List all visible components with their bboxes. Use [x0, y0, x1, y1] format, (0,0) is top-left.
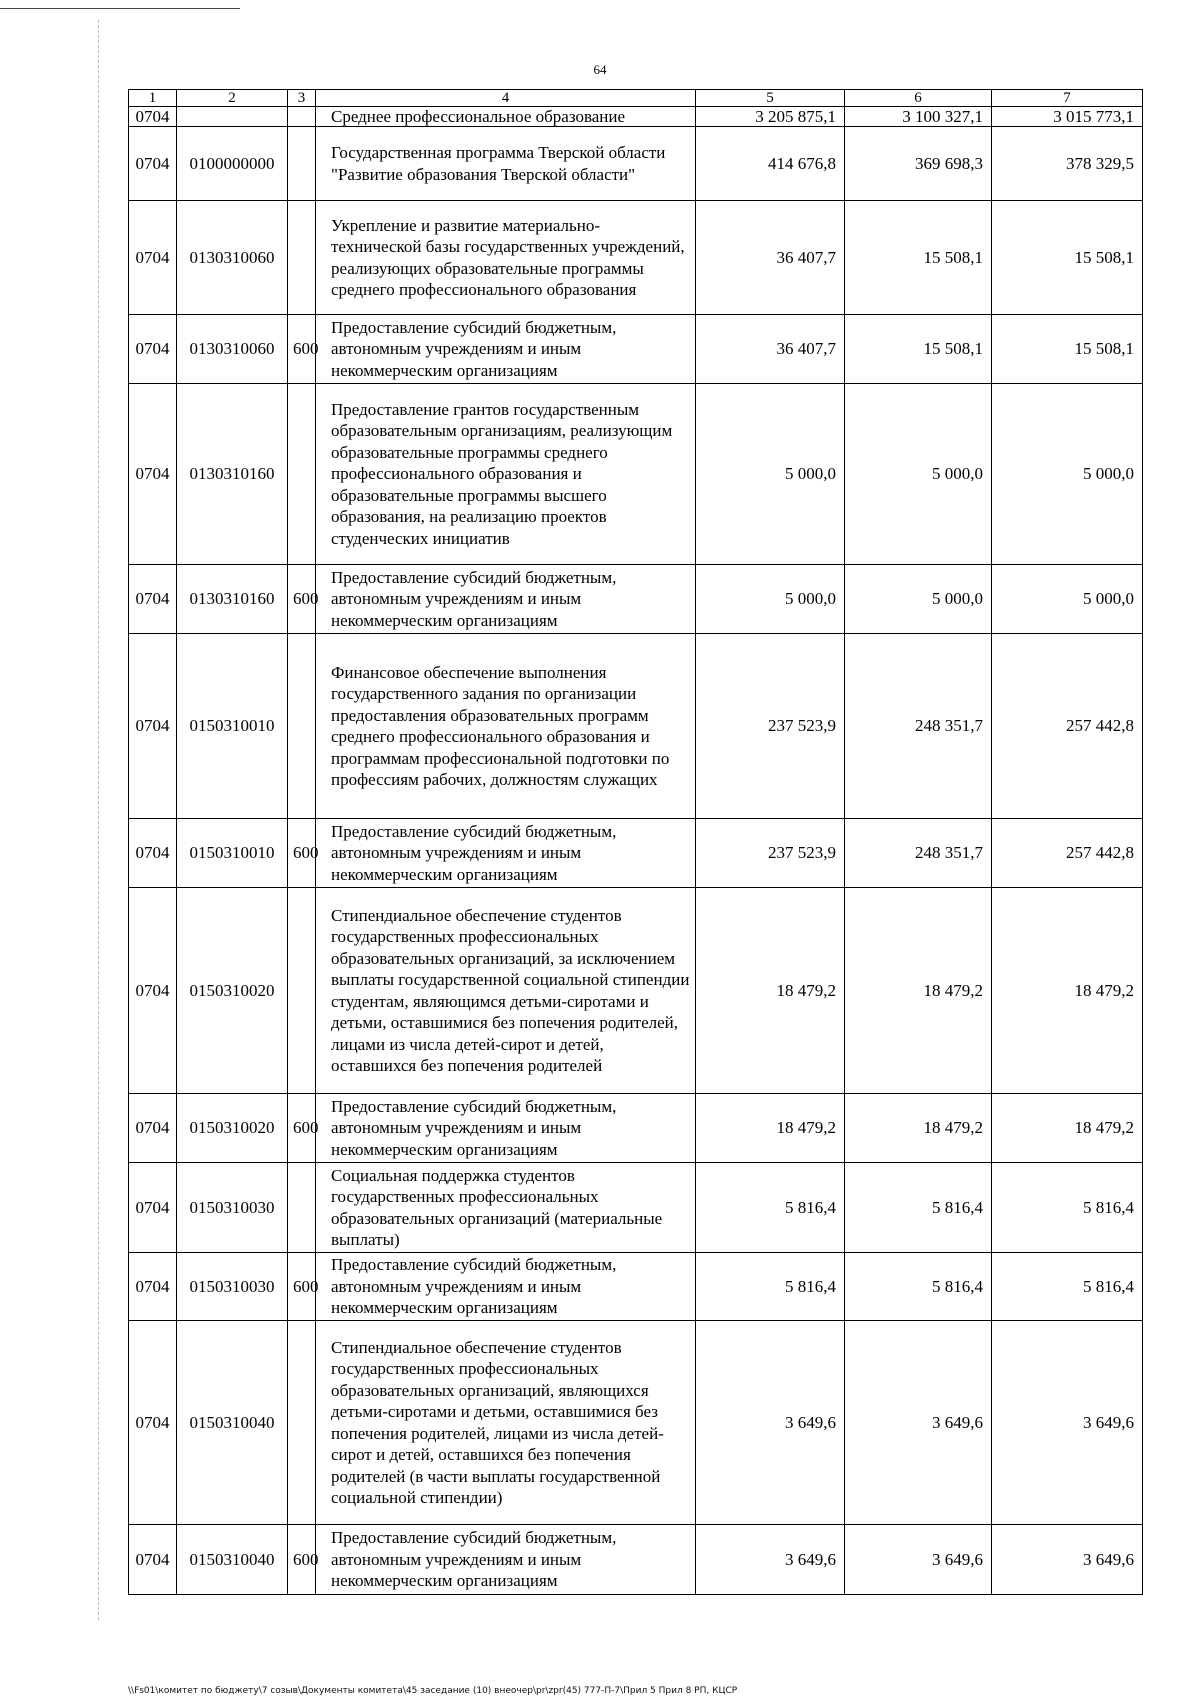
amount-year3-cell: 257 442,8 — [992, 634, 1143, 819]
target-article-cell: 0150310030 — [177, 1163, 288, 1253]
amount-year1-cell: 237 523,9 — [696, 634, 845, 819]
amount-year1-cell: 5 816,4 — [696, 1163, 845, 1253]
amount-year3-cell: 378 329,5 — [992, 127, 1143, 201]
table-row — [129, 565, 1143, 634]
amount-year2-cell: 3 649,6 — [845, 1321, 992, 1525]
amount-year1-cell: 237 523,9 — [696, 819, 845, 888]
item-name-cell: Предоставление субсидий бюджетным, автономным учреждениям и иным некоммерческим организациям — [316, 1525, 696, 1595]
table-row — [129, 888, 1143, 1094]
section-code-cell: 0704 — [129, 1525, 177, 1595]
header-cell: 7 — [992, 90, 1143, 107]
target-article-cell: 0150310010 — [177, 819, 288, 888]
item-name-cell: Предоставление субсидий бюджетным, автономным учреждениям и иным некоммерческим организациям — [316, 819, 696, 888]
table-row — [129, 1525, 1143, 1595]
target-article-cell: 0150310040 — [177, 1525, 288, 1595]
table-row — [129, 1163, 1143, 1253]
amount-year1-cell: 3 649,6 — [696, 1525, 845, 1595]
amount-year3-cell: 257 442,8 — [992, 819, 1143, 888]
amount-year1-cell: 36 407,7 — [696, 201, 845, 315]
target-article-cell: 0150310030 — [177, 1253, 288, 1321]
expense-type-cell: 600 — [288, 1525, 316, 1595]
amount-year3-cell: 18 479,2 — [992, 1094, 1143, 1163]
header-cell: 2 — [177, 90, 288, 107]
table-row — [129, 1094, 1143, 1163]
item-name-cell: Предоставление грантов государственным образовательным организациям, реализующим образовательные программы среднего профессионального образования и образовательные программы высшего образования, на реализацию проектов студенческих инициатив — [316, 384, 696, 565]
section-code-cell: 0704 — [129, 1094, 177, 1163]
amount-year2-cell: 18 479,2 — [845, 1094, 992, 1163]
expense-type-cell — [288, 384, 316, 565]
amount-year2-cell: 15 508,1 — [845, 315, 992, 384]
amount-year3-cell: 5 816,4 — [992, 1253, 1143, 1321]
header-cell: 6 — [845, 90, 992, 107]
item-name-cell: Укрепление и развитие материально-технической базы государственных учреждений, реализующих образовательные программы среднего профессионального образования — [316, 201, 696, 315]
amount-year2-cell: 5 000,0 — [845, 565, 992, 634]
amount-year2-cell: 5 816,4 — [845, 1163, 992, 1253]
table-body — [129, 107, 1143, 1595]
header-cell: 1 — [129, 90, 177, 107]
table-row — [129, 1253, 1143, 1321]
section-code-cell: 0704 — [129, 107, 177, 127]
item-name-cell: Социальная поддержка студентов государственных профессиональных образовательных организаций (материальные выплаты) — [316, 1163, 696, 1253]
section-code-cell: 0704 — [129, 1253, 177, 1321]
table-row — [129, 107, 1143, 127]
file-path-footer: \\Fs01\комитет по бюджету\7 созыв\Документы комитета\45 заседание (10) внеочер\pr\zpr(45) 777-П-7\Прил 5 Прил 8 РП, КЦСР — [128, 1686, 738, 1696]
table-row — [129, 634, 1143, 819]
amount-year1-cell: 414 676,8 — [696, 127, 845, 201]
expense-type-cell — [288, 1163, 316, 1253]
item-name-cell: Государственная программа Тверской области "Развитие образования Тверской области" — [316, 127, 696, 201]
page-number: 64 — [593, 62, 607, 77]
amount-year3-cell: 15 508,1 — [992, 315, 1143, 384]
amount-year3-cell: 18 479,2 — [992, 888, 1143, 1094]
table-row — [129, 315, 1143, 384]
target-article-cell: 0130310060 — [177, 201, 288, 315]
amount-year3-cell: 3 649,6 — [992, 1525, 1143, 1595]
target-article-cell: 0150310040 — [177, 1321, 288, 1525]
amount-year1-cell: 18 479,2 — [696, 1094, 845, 1163]
amount-year3-cell: 3 649,6 — [992, 1321, 1143, 1525]
amount-year2-cell: 5 000,0 — [845, 384, 992, 565]
item-name-cell: Предоставление субсидий бюджетным, автономным учреждениям и иным некоммерческим организациям — [316, 1094, 696, 1163]
target-article-cell: 0130310060 — [177, 315, 288, 384]
table-row — [129, 201, 1143, 315]
section-code-cell: 0704 — [129, 201, 177, 315]
amount-year2-cell: 18 479,2 — [845, 888, 992, 1094]
amount-year3-cell: 5 000,0 — [992, 384, 1143, 565]
amount-year1-cell: 36 407,7 — [696, 315, 845, 384]
expense-type-cell — [288, 201, 316, 315]
scan-top-line — [0, 8, 240, 9]
amount-year3-cell: 5 816,4 — [992, 1163, 1143, 1253]
amount-year1-cell: 5 000,0 — [696, 565, 845, 634]
section-code-cell: 0704 — [129, 819, 177, 888]
amount-year2-cell: 5 816,4 — [845, 1253, 992, 1321]
header-cell: 5 — [696, 90, 845, 107]
binding-marks — [98, 20, 99, 1620]
amount-year2-cell: 3 100 327,1 — [845, 107, 992, 127]
section-code-cell: 0704 — [129, 888, 177, 1094]
expense-type-cell — [288, 888, 316, 1094]
expense-type-cell: 600 — [288, 565, 316, 634]
amount-year2-cell: 15 508,1 — [845, 201, 992, 315]
target-article-cell — [177, 107, 288, 127]
header-cell: 4 — [316, 90, 696, 107]
section-code-cell: 0704 — [129, 384, 177, 565]
target-article-cell: 0150310020 — [177, 1094, 288, 1163]
expense-type-cell — [288, 1321, 316, 1525]
expense-type-cell — [288, 107, 316, 127]
expense-type-cell: 600 — [288, 315, 316, 384]
section-code-cell: 0704 — [129, 634, 177, 819]
amount-year1-cell: 18 479,2 — [696, 888, 845, 1094]
amount-year2-cell: 369 698,3 — [845, 127, 992, 201]
amount-year3-cell: 15 508,1 — [992, 201, 1143, 315]
section-code-cell: 0704 — [129, 1321, 177, 1525]
section-code-cell: 0704 — [129, 127, 177, 201]
item-name-cell: Стипендиальное обеспечение студентов государственных профессиональных образовательных организаций, являющихся детьми-сиротами и детьми, оставшимися без попечения родителей, лицами из числа детей-сирот и детей, оставшихся без попечения родителей (в части выплаты государственной социальной стипендии) — [316, 1321, 696, 1525]
table-row — [129, 819, 1143, 888]
target-article-cell: 0150310010 — [177, 634, 288, 819]
header-row — [129, 90, 1143, 107]
amount-year1-cell: 3 649,6 — [696, 1321, 845, 1525]
amount-year1-cell: 5 816,4 — [696, 1253, 845, 1321]
item-name-cell: Предоставление субсидий бюджетным, автономным учреждениям и иным некоммерческим организациям — [316, 1253, 696, 1321]
expense-type-cell: 600 — [288, 1253, 316, 1321]
target-article-cell: 0100000000 — [177, 127, 288, 201]
amount-year1-cell: 3 205 875,1 — [696, 107, 845, 127]
amount-year2-cell: 3 649,6 — [845, 1525, 992, 1595]
budget-table — [128, 89, 1143, 1595]
header-cell: 3 — [288, 90, 316, 107]
expense-type-cell — [288, 634, 316, 819]
expense-type-cell: 600 — [288, 819, 316, 888]
table-row — [129, 1321, 1143, 1525]
target-article-cell: 0130310160 — [177, 565, 288, 634]
table-row — [129, 127, 1143, 201]
item-name-cell: Финансовое обеспечение выполнения государственного задания по организации предоставления образовательных программ среднего профессионального образования и программам профессиональной подготовки по профессиям рабочих, должностям служащих — [316, 634, 696, 819]
amount-year2-cell: 248 351,7 — [845, 634, 992, 819]
item-name-cell: Предоставление субсидий бюджетным, автономным учреждениям и иным некоммерческим организациям — [316, 565, 696, 634]
item-name-cell: Стипендиальное обеспечение студентов государственных профессиональных образовательных организаций, за исключением выплаты государственной социальной стипендии студентам, являющимся детьми-сиротами и детьми, оставшимися без попечения родителей, лицами из числа детей-сирот и детей, оставшихся без попечения родителей — [316, 888, 696, 1094]
amount-year1-cell: 5 000,0 — [696, 384, 845, 565]
amount-year2-cell: 248 351,7 — [845, 819, 992, 888]
target-article-cell: 0130310160 — [177, 384, 288, 565]
section-code-cell: 0704 — [129, 565, 177, 634]
expense-type-cell — [288, 127, 316, 201]
amount-year3-cell: 5 000,0 — [992, 565, 1143, 634]
expense-type-cell: 600 — [288, 1094, 316, 1163]
item-name-cell: Среднее профессиональное образование — [316, 107, 696, 127]
table-row — [129, 384, 1143, 565]
target-article-cell: 0150310020 — [177, 888, 288, 1094]
amount-year3-cell: 3 015 773,1 — [992, 107, 1143, 127]
item-name-cell: Предоставление субсидий бюджетным, автономным учреждениям и иным некоммерческим организациям — [316, 315, 696, 384]
section-code-cell: 0704 — [129, 315, 177, 384]
section-code-cell: 0704 — [129, 1163, 177, 1253]
